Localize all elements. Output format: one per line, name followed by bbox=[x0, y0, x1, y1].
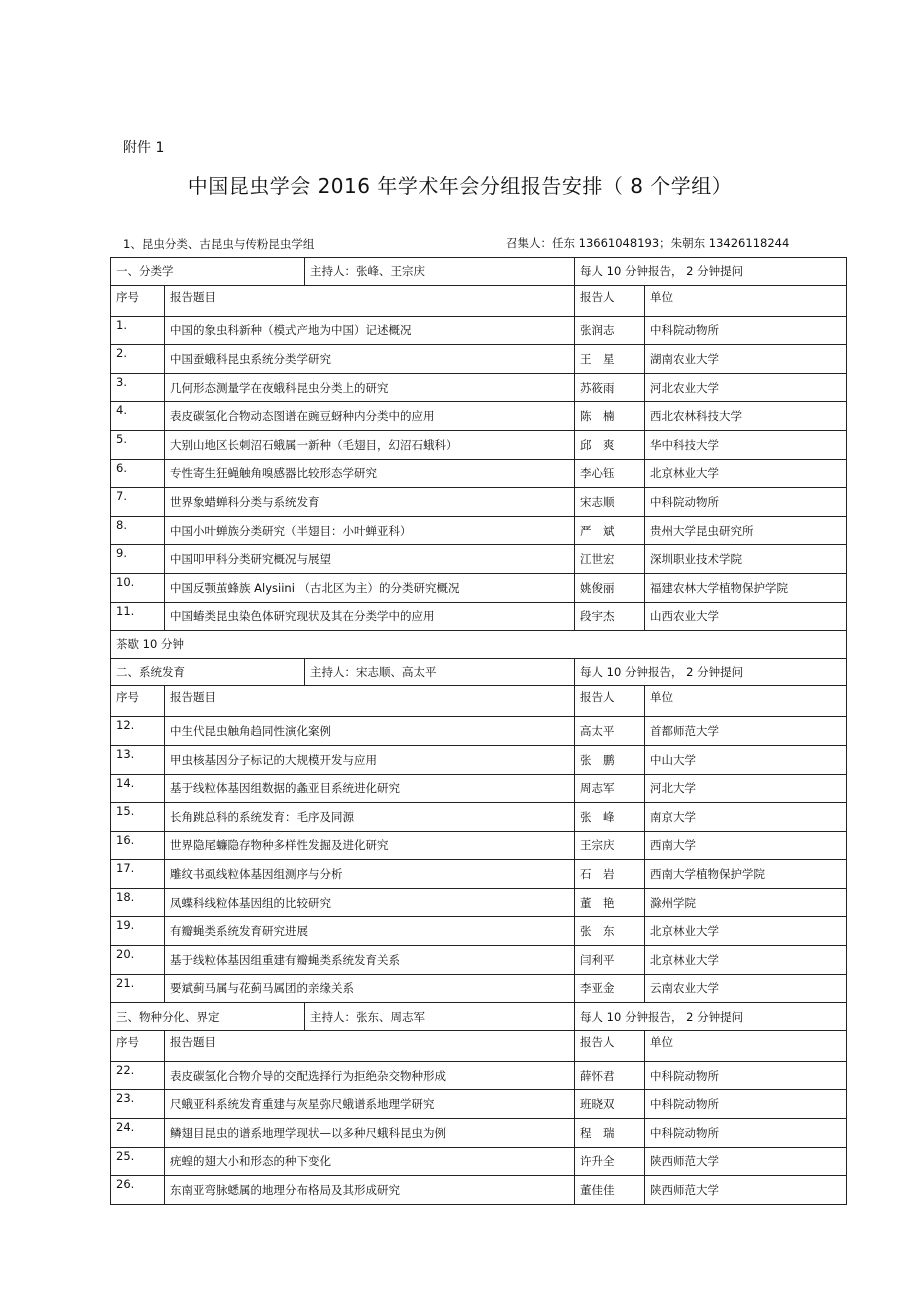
report-no: 20. bbox=[111, 946, 165, 975]
report-reporter: 张润志 bbox=[575, 316, 645, 345]
report-no: 14. bbox=[111, 774, 165, 803]
table-row bbox=[111, 1119, 847, 1148]
table-row bbox=[111, 488, 847, 517]
report-unit: 北京林业大学 bbox=[645, 459, 847, 488]
report-no: 16. bbox=[111, 831, 165, 860]
report-unit: 首都师范大学 bbox=[645, 717, 847, 746]
report-reporter: 石 岩 bbox=[575, 860, 645, 889]
table-row bbox=[111, 974, 847, 1003]
report-topic: 中国蚕蛾科昆虫系统分类学研究 bbox=[165, 345, 575, 374]
report-reporter: 江世宏 bbox=[575, 545, 645, 574]
report-no: 12. bbox=[111, 717, 165, 746]
table-row bbox=[111, 831, 847, 860]
report-topic: 甲虫核基因分子标记的大规模开发与应用 bbox=[165, 745, 575, 774]
header-row bbox=[111, 1030, 847, 1061]
table-row bbox=[111, 602, 847, 631]
report-reporter: 张 峰 bbox=[575, 803, 645, 832]
report-no: 8. bbox=[111, 516, 165, 545]
report-topic: 疣蝗的翅大小和形态的种下变化 bbox=[165, 1147, 575, 1176]
header-row bbox=[111, 686, 847, 717]
report-unit: 贵州大学昆虫研究所 bbox=[645, 516, 847, 545]
report-no: 7. bbox=[111, 488, 165, 517]
report-topic: 中国的象虫科新种（模式产地为中国）记述概况 bbox=[165, 316, 575, 345]
report-no: 1. bbox=[111, 316, 165, 345]
report-topic: 要斌蓟马属与花蓟马属团的亲缘关系 bbox=[165, 974, 575, 1003]
table-row bbox=[111, 745, 847, 774]
table-row bbox=[111, 860, 847, 889]
header-topic: 报告题目 bbox=[165, 686, 575, 717]
report-unit: 中科院动物所 bbox=[645, 316, 847, 345]
header-no: 序号 bbox=[111, 1030, 165, 1061]
report-reporter: 高太平 bbox=[575, 717, 645, 746]
table-row bbox=[111, 1176, 847, 1205]
report-unit: 河北农业大学 bbox=[645, 373, 847, 402]
report-unit: 陕西师范大学 bbox=[645, 1147, 847, 1176]
report-reporter: 周志军 bbox=[575, 774, 645, 803]
report-no: 4. bbox=[111, 402, 165, 431]
section-rule: 每人 10 分钟报告， 2 分钟提问 bbox=[575, 658, 847, 686]
table-row bbox=[111, 345, 847, 374]
report-unit: 北京林业大学 bbox=[645, 917, 847, 946]
table-row bbox=[111, 888, 847, 917]
report-unit: 深圳职业技术学院 bbox=[645, 545, 847, 574]
header-no: 序号 bbox=[111, 285, 165, 316]
report-topic: 中国反颚茧蜂族 Alysiini （古北区为主）的分类研究概况 bbox=[165, 573, 575, 602]
report-no: 5. bbox=[111, 430, 165, 459]
report-no: 17. bbox=[111, 860, 165, 889]
break-label: 茶歇 10 分钟 bbox=[111, 631, 847, 659]
report-no: 24. bbox=[111, 1119, 165, 1148]
break-row bbox=[111, 631, 847, 659]
report-topic: 世界象蜡蝉科分类与系统发育 bbox=[165, 488, 575, 517]
report-reporter: 陈 楠 bbox=[575, 402, 645, 431]
section-name: 二、系统发育 bbox=[111, 658, 305, 686]
report-topic: 中国蝽类昆虫染色体研究现状及其在分类学中的应用 bbox=[165, 602, 575, 631]
header-unit: 单位 bbox=[645, 1030, 847, 1061]
header-reporter: 报告人 bbox=[575, 686, 645, 717]
report-topic: 长角跳总科的系统发育：毛序及同源 bbox=[165, 803, 575, 832]
report-topic: 基于线粒体基因组重建有瓣蝇类系统发育关系 bbox=[165, 946, 575, 975]
header-no: 序号 bbox=[111, 686, 165, 717]
section-row bbox=[111, 1003, 847, 1031]
report-topic: 东南亚弯脉蟋属的地理分布格局及其形成研究 bbox=[165, 1176, 575, 1205]
report-no: 26. bbox=[111, 1176, 165, 1205]
section-name: 一、分类学 bbox=[111, 258, 305, 286]
section-row bbox=[111, 658, 847, 686]
report-no: 2. bbox=[111, 345, 165, 374]
report-reporter: 许升全 bbox=[575, 1147, 645, 1176]
header-topic: 报告题目 bbox=[165, 1030, 575, 1061]
report-no: 23. bbox=[111, 1090, 165, 1119]
report-no: 10. bbox=[111, 573, 165, 602]
table-row bbox=[111, 1090, 847, 1119]
report-topic: 中国叩甲科分类研究概况与展望 bbox=[165, 545, 575, 574]
report-no: 21. bbox=[111, 974, 165, 1003]
convener: 召集人：任东 13661048193；朱朝东 13426118244 bbox=[506, 236, 790, 250]
report-reporter: 班晓双 bbox=[575, 1090, 645, 1119]
table-row bbox=[111, 373, 847, 402]
page-title: 中国昆虫学会 2016 年学术年会分组报告安排（ 8 个学组） bbox=[187, 174, 733, 198]
report-reporter: 段宇杰 bbox=[575, 602, 645, 631]
table-row bbox=[111, 774, 847, 803]
report-reporter: 严 斌 bbox=[575, 516, 645, 545]
report-unit: 云南农业大学 bbox=[645, 974, 847, 1003]
report-unit: 中科院动物所 bbox=[645, 1119, 847, 1148]
report-reporter: 程 瑞 bbox=[575, 1119, 645, 1148]
report-unit: 南京大学 bbox=[645, 803, 847, 832]
report-unit: 陕西师范大学 bbox=[645, 1176, 847, 1205]
report-reporter: 苏筱雨 bbox=[575, 373, 645, 402]
schedule-table bbox=[110, 257, 847, 1205]
report-reporter: 张 鹏 bbox=[575, 745, 645, 774]
report-reporter: 宋志顺 bbox=[575, 488, 645, 517]
table-row bbox=[111, 316, 847, 345]
report-topic: 基于线粒体基因组数据的螽亚目系统进化研究 bbox=[165, 774, 575, 803]
report-unit: 湖南农业大学 bbox=[645, 345, 847, 374]
report-no: 22. bbox=[111, 1061, 165, 1090]
report-topic: 中生代昆虫触角趋同性演化案例 bbox=[165, 717, 575, 746]
report-reporter: 薛怀君 bbox=[575, 1061, 645, 1090]
report-unit: 福建农林大学植物保护学院 bbox=[645, 573, 847, 602]
report-no: 9. bbox=[111, 545, 165, 574]
table-row bbox=[111, 1147, 847, 1176]
report-unit: 中科院动物所 bbox=[645, 1061, 847, 1090]
header-reporter: 报告人 bbox=[575, 285, 645, 316]
report-no: 6. bbox=[111, 459, 165, 488]
section-host: 主持人：张东、周志军 bbox=[305, 1003, 575, 1031]
table-row bbox=[111, 573, 847, 602]
report-no: 18. bbox=[111, 888, 165, 917]
report-topic: 雕纹书虱线粒体基因组测序与分析 bbox=[165, 860, 575, 889]
report-topic: 世界隐尾蠊隐存物种多样性发掘及进化研究 bbox=[165, 831, 575, 860]
report-no: 13. bbox=[111, 745, 165, 774]
table-row bbox=[111, 946, 847, 975]
report-reporter: 李心钰 bbox=[575, 459, 645, 488]
table-row bbox=[111, 1061, 847, 1090]
report-unit: 西南大学 bbox=[645, 831, 847, 860]
header-topic: 报告题目 bbox=[165, 285, 575, 316]
report-unit: 华中科技大学 bbox=[645, 430, 847, 459]
table-row bbox=[111, 717, 847, 746]
report-topic: 尺蛾亚科系统发育重建与灰星弥尺蛾谱系地理学研究 bbox=[165, 1090, 575, 1119]
report-unit: 中山大学 bbox=[645, 745, 847, 774]
report-unit: 中科院动物所 bbox=[645, 488, 847, 517]
header-unit: 单位 bbox=[645, 686, 847, 717]
table-row bbox=[111, 803, 847, 832]
table-row bbox=[111, 917, 847, 946]
report-topic: 中国小叶蝉族分类研究（半翅目：小叶蝉亚科） bbox=[165, 516, 575, 545]
report-unit: 山西农业大学 bbox=[645, 602, 847, 631]
section-rule: 每人 10 分钟报告， 2 分钟提问 bbox=[575, 1003, 847, 1031]
header-unit: 单位 bbox=[645, 285, 847, 316]
report-unit: 西南大学植物保护学院 bbox=[645, 860, 847, 889]
section-host: 主持人：张峰、王宗庆 bbox=[305, 258, 575, 286]
header-row bbox=[111, 285, 847, 316]
report-topic: 凤蝶科线粒体基因组的比较研究 bbox=[165, 888, 575, 917]
report-unit: 北京林业大学 bbox=[645, 946, 847, 975]
header-reporter: 报告人 bbox=[575, 1030, 645, 1061]
report-unit: 河北大学 bbox=[645, 774, 847, 803]
table-row bbox=[111, 545, 847, 574]
section-name: 三、物种分化、界定 bbox=[111, 1003, 305, 1031]
report-topic: 专性寄生狂蝇触角嗅感器比较形态学研究 bbox=[165, 459, 575, 488]
report-topic: 鳞翅目昆虫的谱系地理学现状—以多种尺蛾科昆虫为例 bbox=[165, 1119, 575, 1148]
report-no: 3. bbox=[111, 373, 165, 402]
report-no: 11. bbox=[111, 602, 165, 631]
report-no: 19. bbox=[111, 917, 165, 946]
report-topic: 表皮碳氢化合物介导的交配选择行为拒绝杂交物种形成 bbox=[165, 1061, 575, 1090]
table-row bbox=[111, 459, 847, 488]
report-reporter: 闫利平 bbox=[575, 946, 645, 975]
report-topic: 有瓣蝇类系统发育研究进展 bbox=[165, 917, 575, 946]
report-reporter: 董佳佳 bbox=[575, 1176, 645, 1205]
attachment-label: 附件 1 bbox=[123, 140, 165, 156]
report-topic: 几何形态测量学在夜蛾科昆虫分类上的研究 bbox=[165, 373, 575, 402]
report-topic: 大别山地区长刺沼石蛾属一新种（毛翅目，幻沼石蛾科） bbox=[165, 430, 575, 459]
report-no: 15. bbox=[111, 803, 165, 832]
section-host: 主持人：宋志顺、高太平 bbox=[305, 658, 575, 686]
report-reporter: 王宗庆 bbox=[575, 831, 645, 860]
report-reporter: 姚俊丽 bbox=[575, 573, 645, 602]
group-name: 1、昆虫分类、古昆虫与传粉昆虫学组 bbox=[123, 237, 315, 251]
report-reporter: 李亚金 bbox=[575, 974, 645, 1003]
report-reporter: 王 星 bbox=[575, 345, 645, 374]
report-reporter: 邱 爽 bbox=[575, 430, 645, 459]
table-row bbox=[111, 516, 847, 545]
report-unit: 西北农林科技大学 bbox=[645, 402, 847, 431]
report-unit: 滁州学院 bbox=[645, 888, 847, 917]
table-row bbox=[111, 430, 847, 459]
table-row bbox=[111, 402, 847, 431]
report-unit: 中科院动物所 bbox=[645, 1090, 847, 1119]
report-no: 25. bbox=[111, 1147, 165, 1176]
report-reporter: 董 艳 bbox=[575, 888, 645, 917]
report-reporter: 张 东 bbox=[575, 917, 645, 946]
report-topic: 表皮碳氢化合物动态图谱在豌豆蚜种内分类中的应用 bbox=[165, 402, 575, 431]
section-rule: 每人 10 分钟报告， 2 分钟提问 bbox=[575, 258, 847, 286]
section-row bbox=[111, 258, 847, 286]
